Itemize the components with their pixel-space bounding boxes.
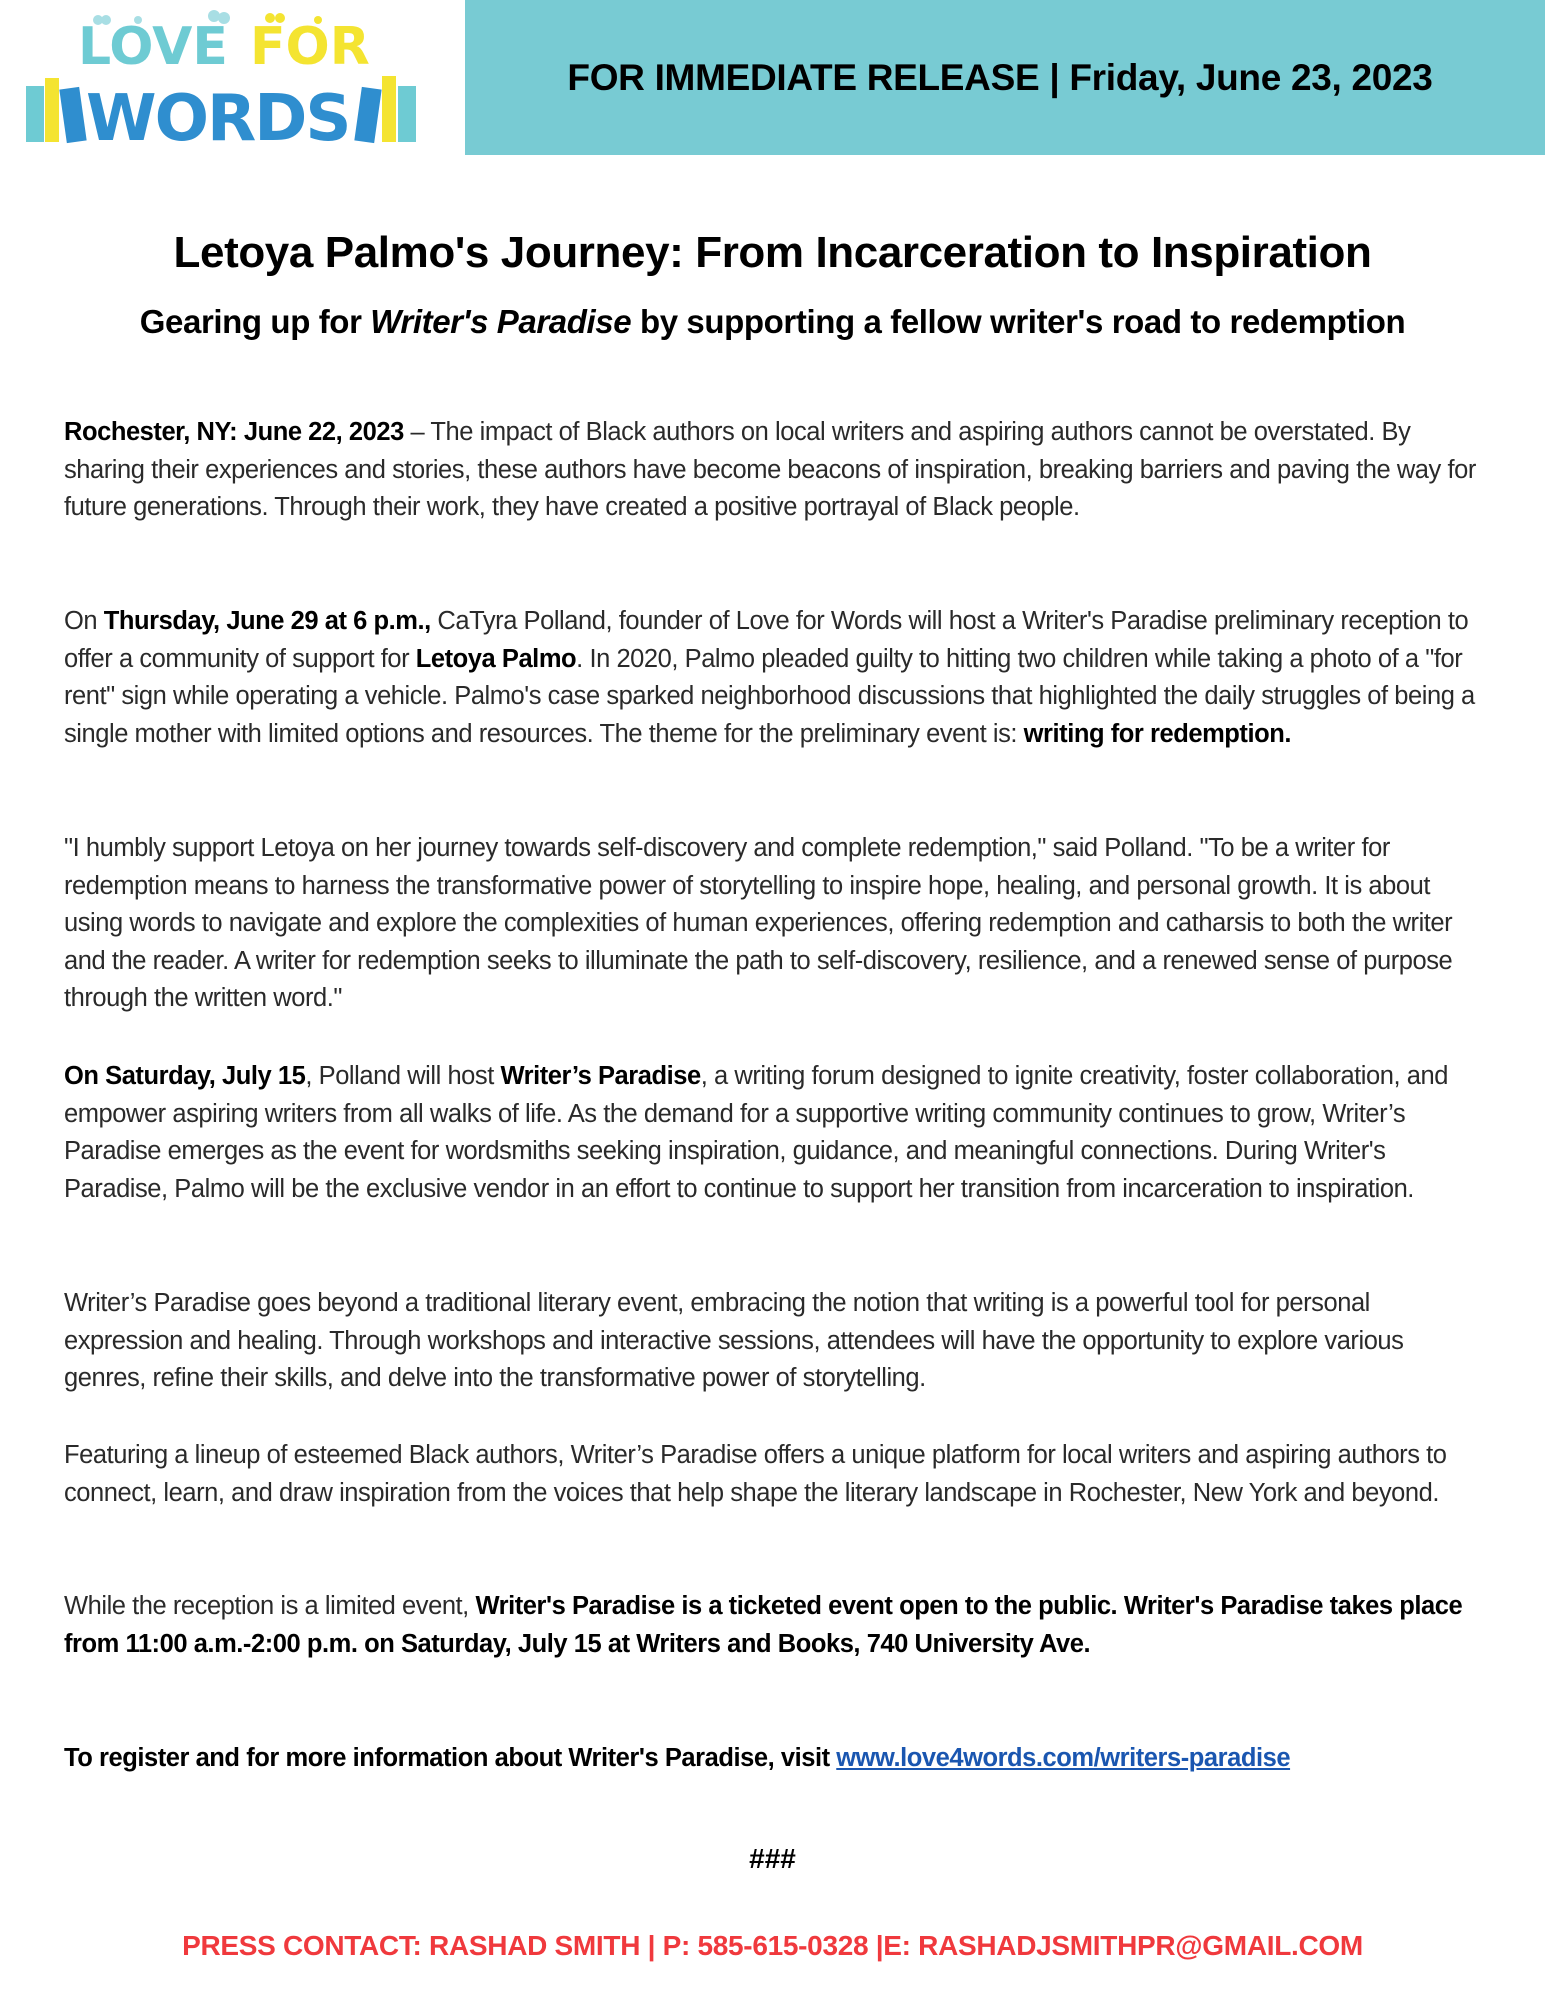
text: While the reception is a limited event, [64, 1592, 476, 1620]
text: , Polland will host [305, 1062, 501, 1090]
subtitle-post: by supporting a fellow writer's road to redemption [631, 303, 1406, 340]
paragraph-dateline [64, 414, 1484, 527]
book-icon [354, 87, 381, 143]
release-date-text: FOR IMMEDIATE RELEASE | Friday, June 23, 2023 [567, 56, 1433, 98]
book-icon [45, 78, 59, 142]
text: . In 2020, Palmo pleaded guilty to hitting two children while taking a photo of a "for rent" sign while operating a vehicle. Palmo's case sparked neighborhood discussions that highlighted the daily struggles of being a single mother with limited options and resources. The theme for the preliminary event is: [64, 644, 1475, 748]
text: CaTyra Polland, founder of Love for Words will host a Writer's Paradise preliminary reception to offer a community of support for [64, 607, 1469, 673]
love-for-words-logo-icon [18, 6, 448, 151]
release-banner [465, 0, 1545, 155]
book-icon [26, 86, 44, 142]
paragraph-text: – The impact of Black authors on local writers and aspiring authors cannot be overstated. By sharing their experiences and stories, these authors have become beacons of inspiration, breaking barriers and paving the way for future generations. Through their work, they have created a positive portrayal of Black people. [64, 418, 1476, 522]
paragraph-quote: "I humbly support Letoya on her journey towards self-discovery and complete redemption," said Polland. "To be a writer for redemption means to harness the transformative power of storytelling to inspire hope, healing, and personal growth. It is about using words to navigate and explore the complexities of human experiences, offering redemption and catharsis to both the writer and the reader. A writer for redemption seeks to illuminate the path to self-discovery, resilience, and a renewed sense of purpose through the written word." [64, 834, 1453, 1013]
book-icon [59, 87, 86, 143]
logo [0, 0, 465, 155]
book-icon [398, 86, 416, 142]
end-marker: ### [749, 1843, 796, 1874]
subtitle-pre: Gearing up for [139, 303, 371, 340]
honoree-name: Letoya Palmo [415, 644, 577, 673]
paragraph-description: Writer’s Paradise goes beyond a traditional literary event, embracing the notion that writing is a powerful tool for personal expression and healing. Through workshops and interactive sessions, attendees will have the opportunity to explore various genres, refine their skills, and delve into the transformative power of storytelling. [64, 1289, 1404, 1393]
text: On [64, 607, 104, 635]
header [0, 0, 1545, 155]
subtitle-event-name: Writer's Paradise [370, 303, 632, 340]
paragraph-reception [64, 603, 1484, 753]
logo-love-text: LOVE [78, 17, 228, 77]
page-title: Letoya Palmo's Journey: From Incarceration to Inspiration [173, 228, 1372, 277]
logo-for-text: FOR [250, 17, 370, 77]
event-theme: writing for redemption. [1023, 719, 1291, 748]
text: , a writing forum designed to ignite creativity, foster collaboration, and empower aspiring writers from all walks of life. As the demand for a supportive writing community continues to grow, Writer’s Paradise emerges as the event for wordsmiths seeking inspiration, guidance, and meaningful connections. During Writer's Paradise, Palmo will be the exclusive vendor in an effort to continue to support her transition from incarceration to inspiration. [64, 1062, 1448, 1203]
event-details: Writer's Paradise is a ticketed event open to the public. Writer's Paradise takes place from 11:00 a.m.-2:00 p.m. on Saturday, July 15 at Writers and Books, 740 University Ave. [64, 1592, 1463, 1658]
page-subtitle [0, 303, 1545, 341]
event-date: On Saturday, July 15 [64, 1062, 306, 1090]
event-name: Writer’s Paradise [500, 1062, 701, 1090]
register-text: To register and for more information about Writer's Paradise, visit [64, 1744, 837, 1772]
paragraph-tickets [64, 1588, 1484, 1663]
paragraph-lineup: Featuring a lineup of esteemed Black authors, Writer’s Paradise offers a unique platform for local writers and aspiring authors to connect, learn, and draw inspiration from the voices that help shape the literary landscape in Rochester, New York and beyond. [64, 1441, 1447, 1507]
press-contact: PRESS CONTACT: RASHAD SMITH | P: 585-615-0328 |E: RASHADJSMITHPR@GMAIL.COM [182, 1930, 1363, 1961]
register-link[interactable]: www.love4words.com/writers-paradise [836, 1744, 1291, 1772]
paragraph-register [64, 1740, 1484, 1778]
dateline: Rochester, NY: June 22, 2023 [64, 418, 404, 446]
logo-words-text: WORDS [86, 82, 350, 151]
book-icon [382, 76, 396, 142]
reception-date: Thursday, June 29 at 6 p.m., [103, 607, 431, 635]
paragraph-event [64, 1058, 1484, 1208]
